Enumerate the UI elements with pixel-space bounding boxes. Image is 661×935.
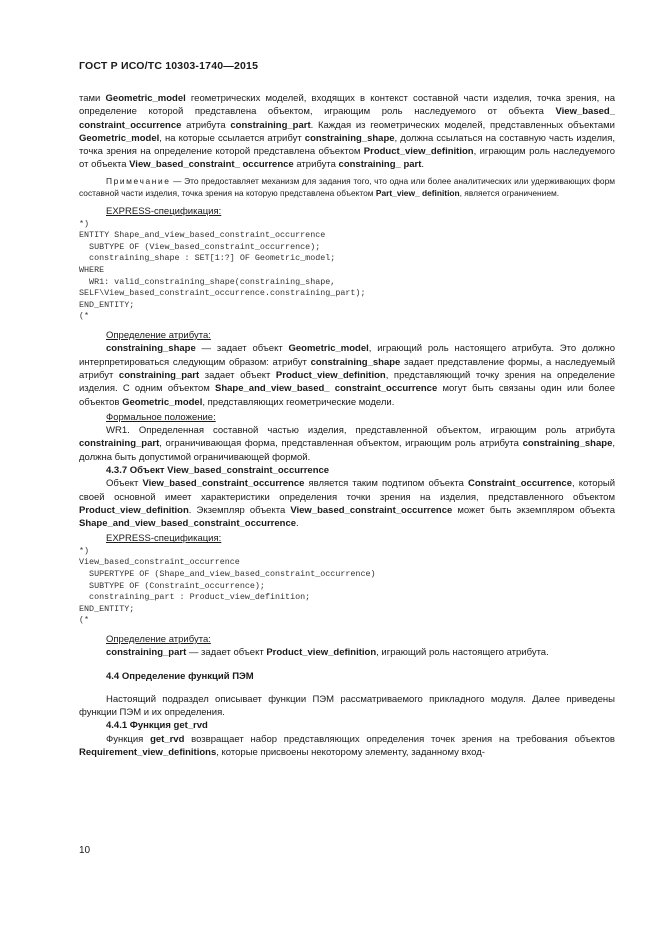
attribute-definition-text-2: constraining_part — задает объект Product_view_definition, играющий роль настоящего атрибута.: [106, 647, 549, 659]
attribute-definition-label: Определение атрибута:: [106, 330, 211, 342]
page-content: [79, 92, 615, 759]
express-code-block: *) ENTITY Shape_and_view_based_constraint_occurrence SUBTYPE OF (View_based_constraint_occurrence); constraining_shape : SET[1:?] OF Geometric_model; WHERE WR1: valid_constraining_shape(constraining_shape, SELF\View_based_constraint_occurrence.constraining_part); END_ENTITY; (*: [79, 218, 366, 322]
section-4-4-heading: 4.4 Определение функций ПЭМ: [106, 670, 254, 682]
express-spec-label-2: EXPRESS-спецификация:: [106, 533, 222, 545]
formal-proposition-label: Формальное положение:: [106, 411, 216, 423]
express-spec-label: EXPRESS-спецификация:: [106, 206, 222, 218]
section-4-4-text: Настоящий подраздел описывает функции ПЭМ рассматриваемого прикладного модуля. Далее приведены функции ПЭМ и их определения.: [79, 693, 615, 719]
express-code-block-2: *) View_based_constraint_occurrence SUPERTYPE OF (Shape_and_view_based_constraint_occurrence) SUBTYPE OF (Constraint_occurrence); constraining_part : Product_view_definition; END_ENTITY; (*: [79, 545, 376, 626]
formal-proposition-text: WR1. Определенная составной частью изделия, представленной объектом, играющим роль атрибута constraining_part, ограничивающая форма, представленная объектом, играющим роль атрибута constraining_shape, должна быть допустимой ограничивающей формой.: [79, 425, 615, 463]
section-4-4-1-text: Функция get_rvd возвращает набор представляющих определения точек зрения на требования объектов Requirement_view_definitions, которые присвоены некоторому элементу, заданному вход-: [79, 733, 615, 758]
note-paragraph: Примечание — Это предоставляет механизм для задания того, что одна или более аналитических или удерживающих форм составной части изделия, точка зрения на которую представлена объектом Part_view_ definition, является ограничением.: [79, 175, 615, 198]
standard-header: ГОСТ Р ИСО/ТС 10303-1740—2015: [79, 60, 259, 72]
paragraph-geometric-models: тами Geometric_model геометрических моделей, входящих в контекст составной части изделия, точка зрения, на определение которой представлена объектом, играющим роль наследуемого от объекта View_based_ constraint_occurrence атрибута constraining_part. Каждая из геометрических моделей, представленных объектами Geometric_model, на которые ссылается атрибут constraining_shape, должна ссылаться на составную часть изделия, точка зрения на определение которой представлена объектом Product_view_definition, играющим роль наследуемого от объекта View_based_constraint_ occurrence атрибута constraining_ part.: [79, 93, 616, 171]
attribute-definition-text: constraining_shape — задает объект Geometric_model, играющий роль настоящего атрибута. Это должно интерпретироваться следующим образом: атрибут constraining_shape задает представление формы, а наследуемый атрибут constraining_part задает объект Product_view_definition, представляющий точку зрения на определение изделия. С одним объектом Shape_and_view_based_ constraint_occurrence могут быть связаны один или более объектов Geometric_model, представляющих геометрические модели.: [79, 343, 616, 408]
note-label: Примечание: [106, 175, 171, 186]
section-4-3-7-text: Объект View_based_constraint_occurrence является таким подтипом объекта Constraint_occurrence, который своей основной имеет характеристики определения точки зрения на изделия, представленного объектом Product_view_definition. Экземпляр объекта View_based_constraint_occurrence может быть экземпляром объекта Shape_and_view_based_constraint_occurrence.: [79, 478, 616, 530]
page-number: 10: [79, 845, 91, 856]
section-4-4-1-heading: 4.4.1 Функция get_rvd: [106, 720, 208, 732]
attribute-definition-label-2: Определение атрибута:: [106, 633, 211, 645]
section-4-3-7-heading: 4.3.7 Объект View_based_constraint_occurrence: [106, 464, 330, 476]
